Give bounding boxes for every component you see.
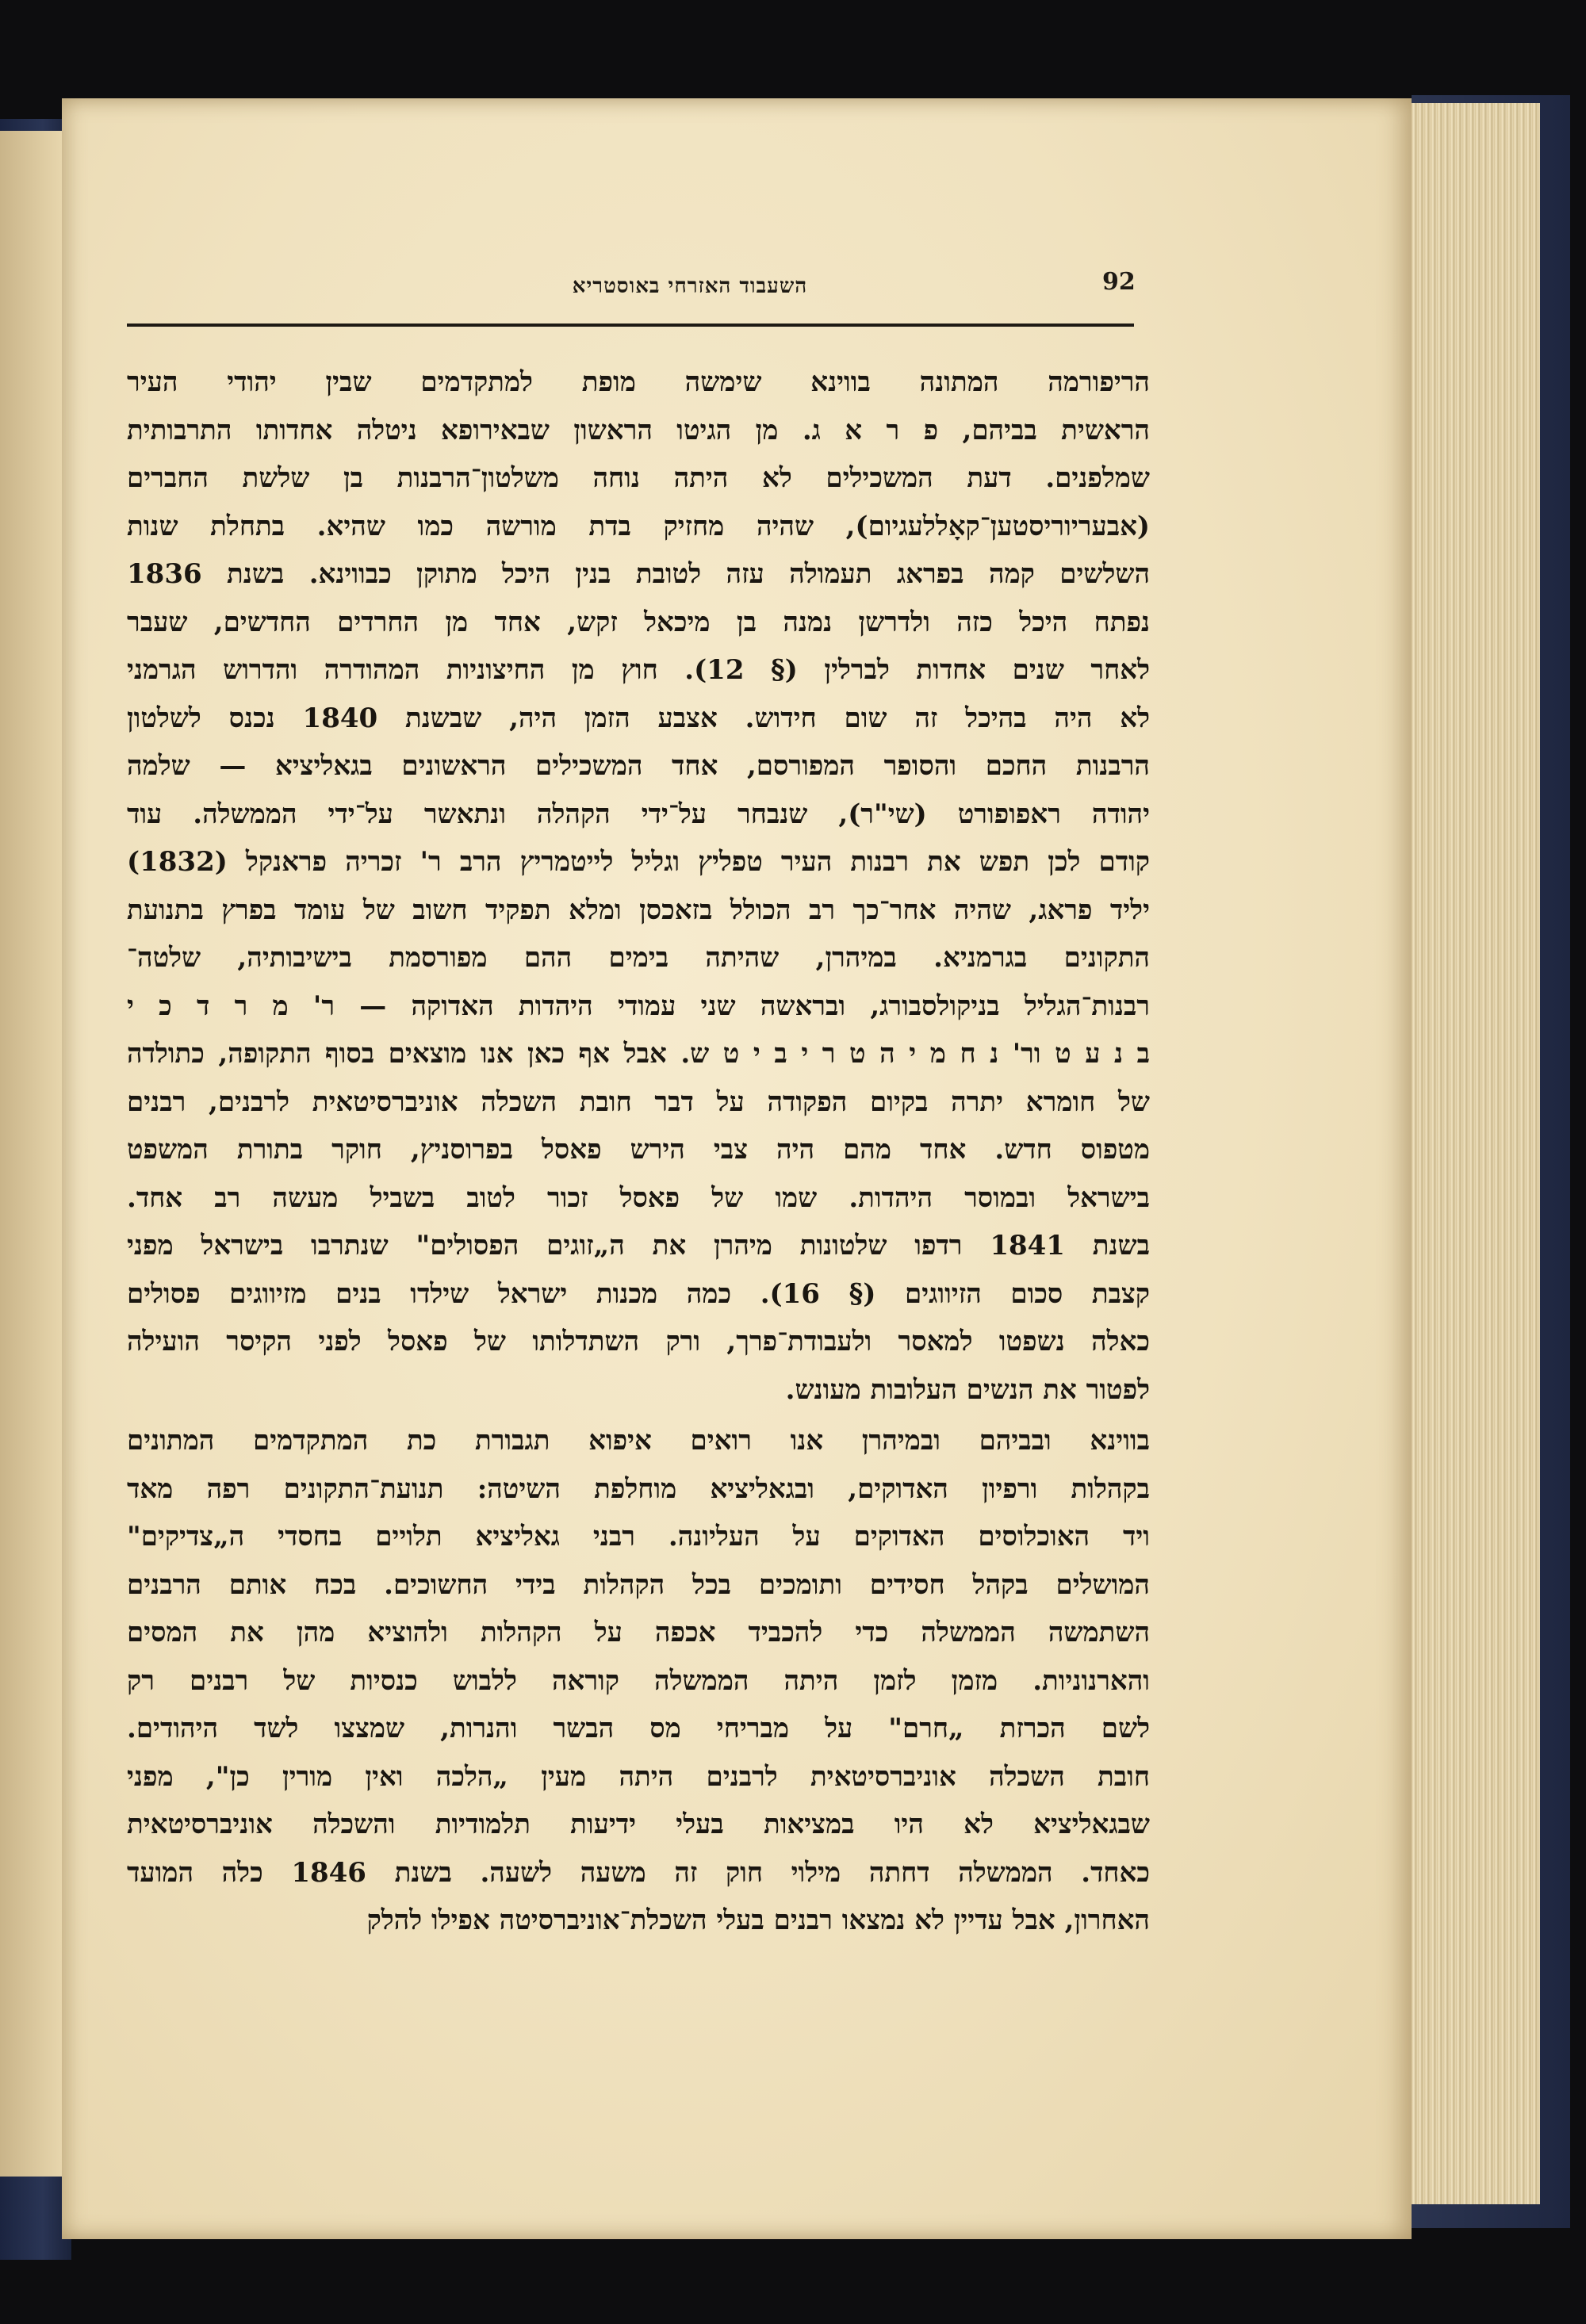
text-line: יהודה ראפופורט (שי"ר), שנבחר על־ידי הקהלה ונתאשר על־ידי הממשלה. עוד bbox=[127, 798, 1150, 830]
text-line: לאחר שנים אחדות לברלין (§ 12). חוץ מן החיצוניות המהודרה והדרוש הגרמני bbox=[127, 654, 1150, 686]
text-line: חובת השכלה אוניברסיטאית לרבנים היתה מעין „הלכה ואין מורין כן", מפני bbox=[127, 1760, 1150, 1793]
header-rule bbox=[127, 324, 1134, 327]
page-header bbox=[127, 268, 1134, 316]
running-head: השעבוד האזרחי באוסטריא bbox=[572, 274, 808, 298]
text-line: ויד האוכלוסים האדוקים על העליונה. רבני גאליציא תלויים בחסדי ה„צדיקים" bbox=[127, 1521, 1150, 1553]
text-line: בקהלות ורפיון האדוקים, ובגאליציא מוחלפת השיטה: תנועת־התקונים רפה מאד bbox=[127, 1472, 1150, 1505]
text-line: לפטור את הנשים העלובות מעונש. bbox=[785, 1373, 1150, 1406]
text-line: קודם לכן תפש את רבנות העיר טפליץ וגליל לייטמריץ הרב ר' זכריה פראנקל (1832) bbox=[127, 846, 1150, 878]
text-line: ב נ ע ט ור' נ ח מ י ה ט ר י ב י ט ש. אבל אף כאן אנו מוצאים בסוף התקופה, כתולדה bbox=[127, 1038, 1150, 1070]
body-text bbox=[127, 358, 1150, 1945]
text-line: המושלים בקהל חסידים ותומכים בכל הקהלות בידי החשוכים. בכח אותם הרבנים bbox=[127, 1568, 1150, 1601]
text-line: כאלה נשפטו למאסר ולעבודת־פרך, ורק השתדלותו של פאסל לפני הקיסר הועילה bbox=[127, 1326, 1150, 1357]
text-line: השתמשה הממשלה כדי להכביד אכפה על הקהלות ולהוציא מהן את המסים bbox=[127, 1617, 1150, 1648]
paragraph bbox=[127, 358, 1150, 1414]
text-line: לשם הכרזת „חרם" על מבריחי מס הבשר והנרות, שמצצו לשד היהודים. bbox=[127, 1713, 1150, 1744]
facing-page-edge bbox=[0, 131, 63, 2177]
text-line: מטפוס חדש. אחד מהם היה צבי הירש פאסל בפרוסניץ, חוקר בתורת המשפט bbox=[127, 1134, 1150, 1166]
text-line: התקונים בגרמניא. במיהרן, שהיתה בימים ההם מפורסמת בישיבותיה, שלטה־ bbox=[127, 942, 1150, 974]
text-line: בשנת 1841 רדפו שלטונות מיהרן את ה„זוגים הפסולים" שנתרבו בישראל מפני bbox=[127, 1230, 1150, 1262]
text-line: הריפורמה המתונה בווינא שימשה מופת למתקדמים שבין יהודי העיר bbox=[127, 366, 1150, 398]
text-line: נפתח היכל כזה ולדרשן נמנה בן מיכאל זקש, אחד מן החרדים החדשים, שעבר bbox=[127, 606, 1150, 638]
text-line: כאחד. הממשלה דחתה מילוי חוק זה משעה לשעה. בשנת 1846 כלה המועד bbox=[127, 1856, 1150, 1889]
text-line: השלשים קמה בפראג תעמולה עזה לטובת בנין היכל מתוקן כבווינא. בשנת 1836 bbox=[127, 558, 1150, 590]
text-line: הראשית בביהם, פ ר א ג. מן הגיטו הראשון שבאירופא ניטלה אחדותו התרבותית bbox=[127, 414, 1150, 446]
text-line: קצבת סכום הזיווגים (§ 16). כמה מכנות ישראל שילדו בנים מזיווגים פסולים bbox=[127, 1277, 1150, 1310]
page-stack-edges bbox=[1404, 103, 1540, 2204]
text-line: הרבנות החכם והסופר המפורסם, אחד המשכילים הראשונים בגאליציא — שלמה bbox=[127, 750, 1150, 782]
page-number: 92 bbox=[1102, 268, 1136, 296]
text-line: שבגאליציא לא היו במציאות בעלי ידיעות תלמודיות והשכלה אוניברסיטאית bbox=[127, 1809, 1150, 1840]
text-line: והארנוניות. מזמן לזמן היתה הממשלה קוראה ללבוש כנסיות של רבנים רק bbox=[127, 1664, 1150, 1697]
text-line: שמלפנים. דעת המשכילים לא היתה נוחה משלטון־הרבנות בן שלשת החברים bbox=[127, 462, 1150, 494]
text-line: בווינא ובביהם ובמיהרן אנו רואים איפוא תגבורת כת המתקדמים המתונים bbox=[127, 1425, 1150, 1457]
text-line: בישראל ובמוסר היהדות. שמו של פאסל זכור לטוב בשביל מעשה רב אחד. bbox=[127, 1181, 1150, 1214]
text-line: של חומרא יתרה בקיום הפקודה על דבר חובת השכלה אוניברסיטאית לרבנים, רבנים bbox=[127, 1085, 1150, 1118]
text-line: רבנות־הגליל בניקולסבורג, ובראשה שני עמודי היהדות האדוקה — ר' מ ר ד כ י bbox=[127, 990, 1150, 1022]
text-line: לא היה בהיכל זה שום חידוש. אצבע הזמן היה, שבשנת 1840 נכנס לשלטון bbox=[127, 702, 1150, 734]
text-line: האחרון, אבל עדיין לא נמצאו רבנים בעלי השכלת־אוניברסיטה אפילו להלק bbox=[366, 1905, 1150, 1936]
text-line: (אבעריוריסטען־קאָללעגיום), שהיה מחזיק בדת מורשה כמו שהיא. בתחלת שנות bbox=[127, 510, 1150, 542]
text-line: יליד פראג, שהיה אחר־כך רב הכולל בזאכסן ומלא תפקיד חשוב של עומד בפרץ בתנועת bbox=[127, 894, 1150, 926]
paragraph bbox=[127, 1417, 1150, 1945]
